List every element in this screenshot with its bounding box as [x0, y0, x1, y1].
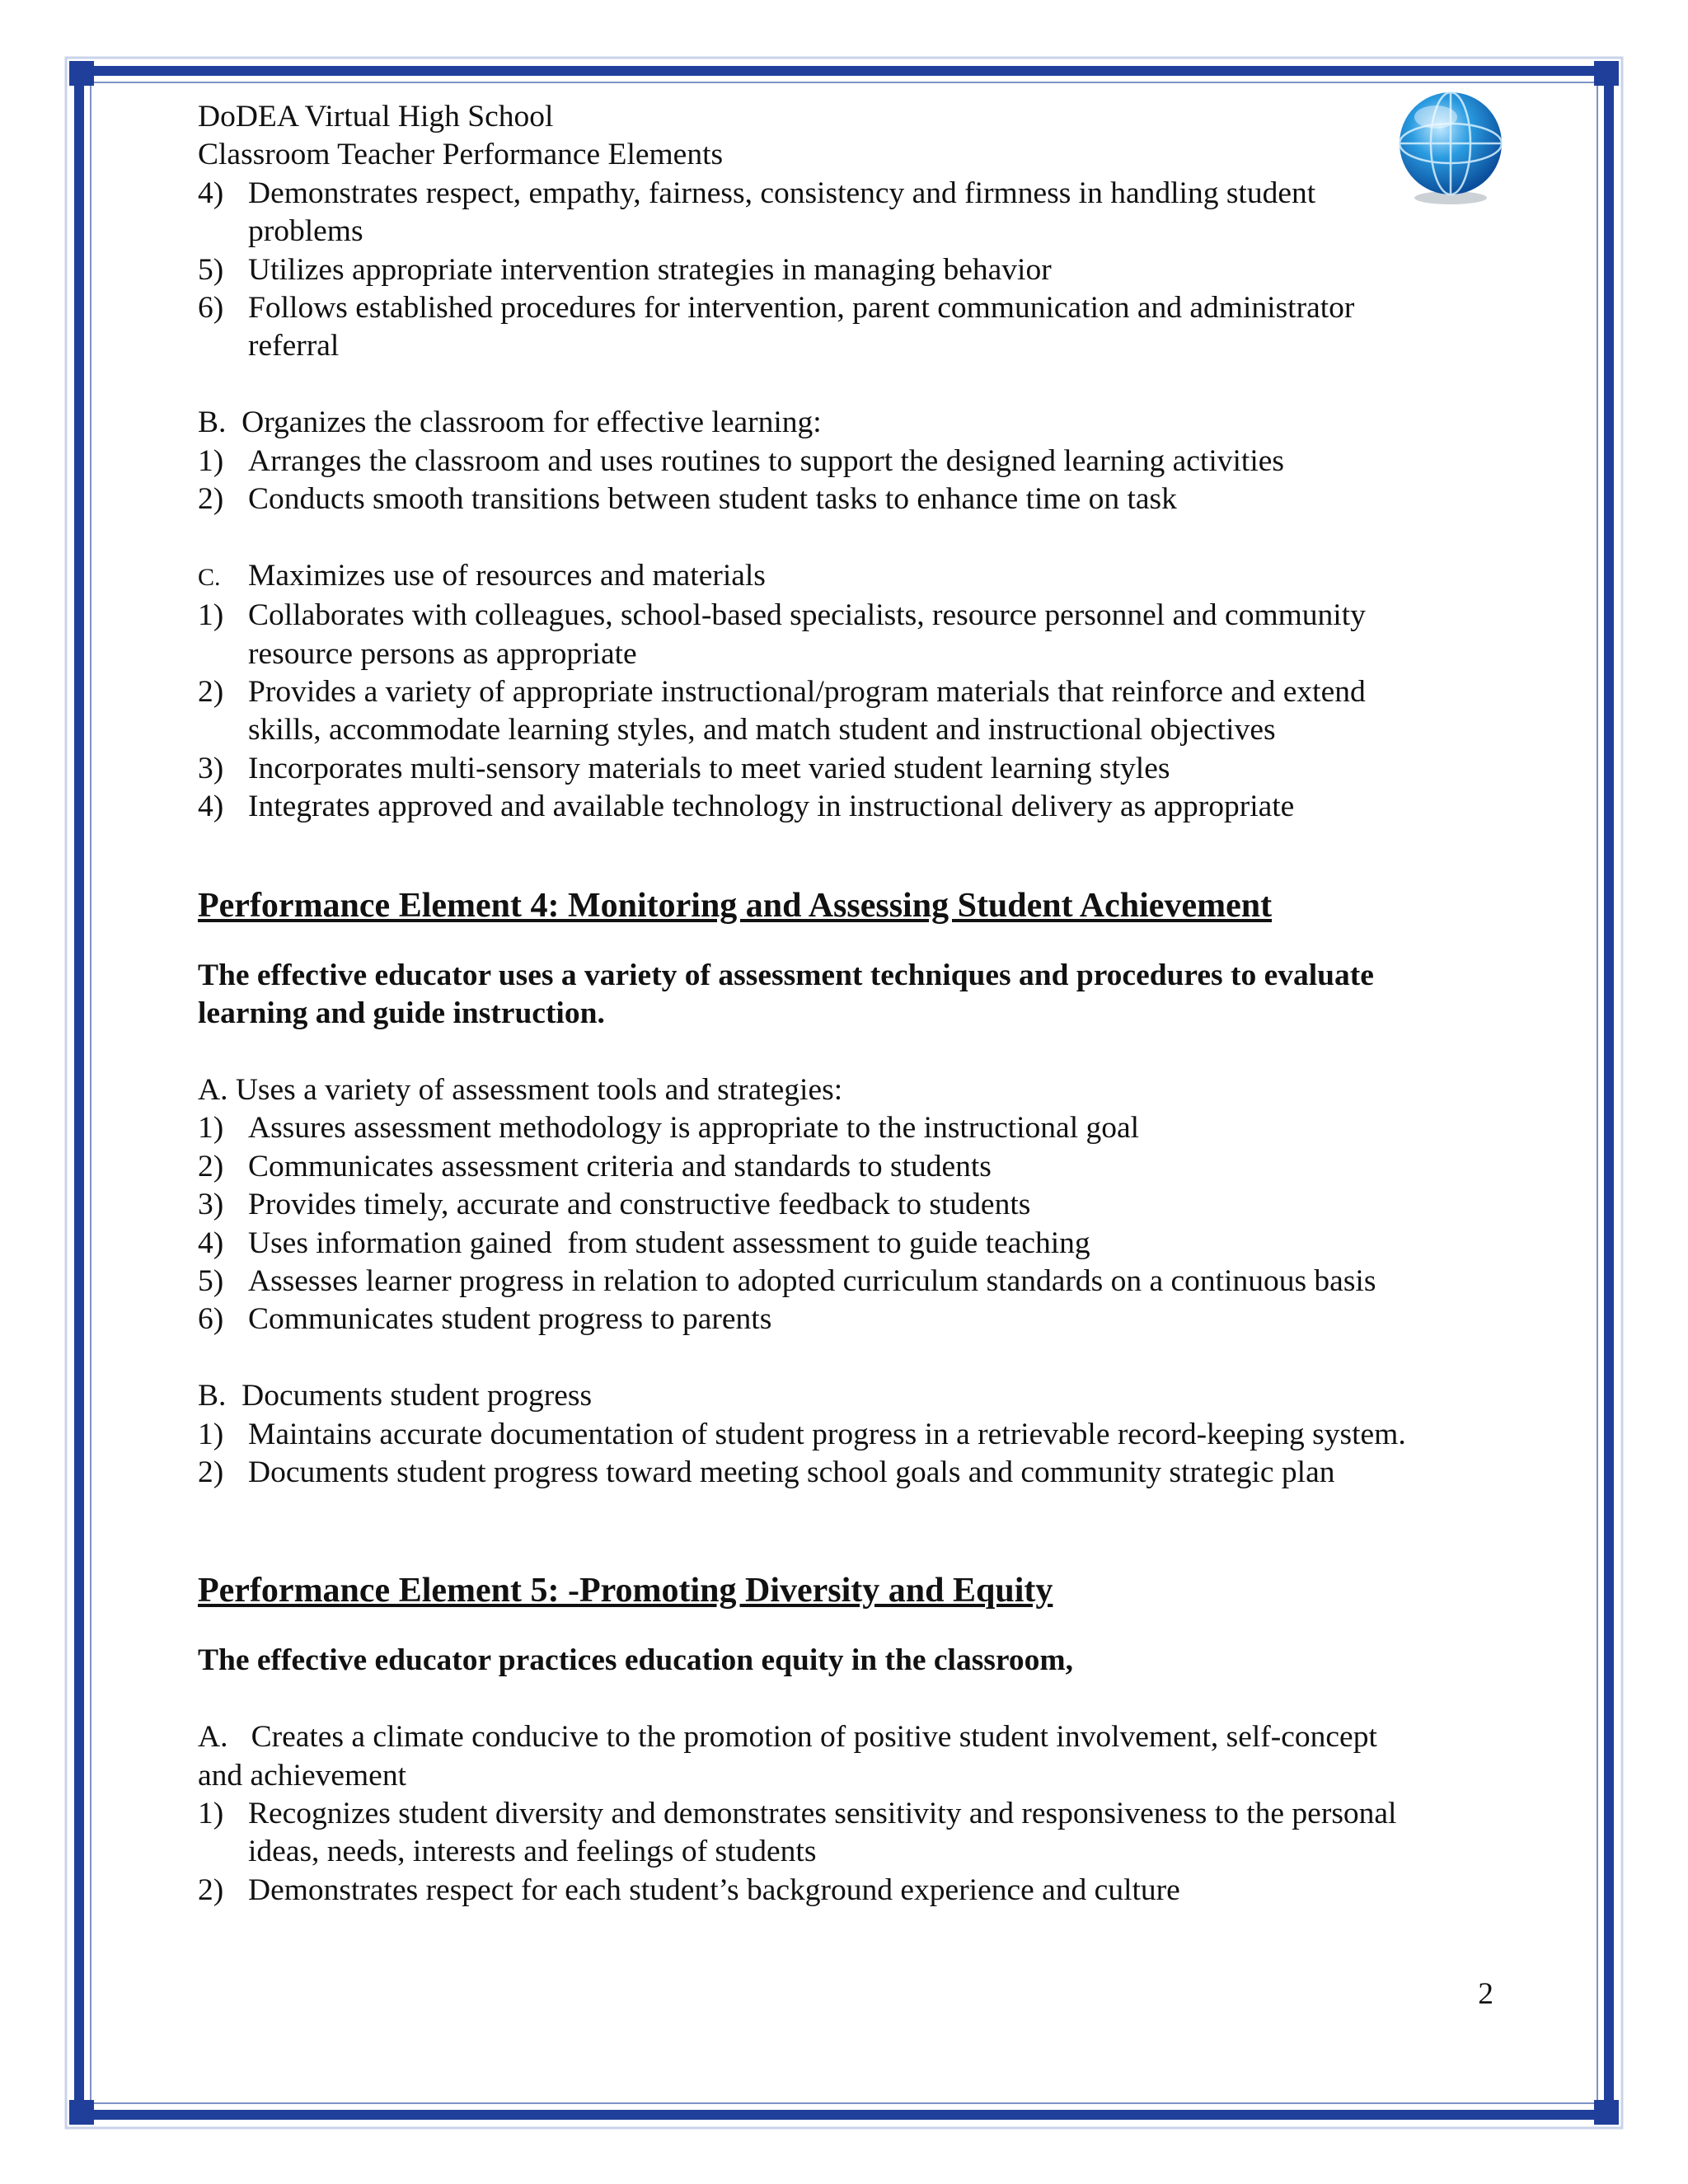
section-b-title: B. Organizes the classroom for effective learning:	[198, 405, 822, 440]
page-number: 2	[1478, 1977, 1493, 2011]
list-item: 5) Assesses learner progress in relation to adopted curriculum standards on a continuous basis	[198, 1263, 1376, 1298]
element4-section-a-title: A. Uses a variety of assessment tools and strategies:	[198, 1072, 843, 1107]
header-subtitle: Classroom Teacher Performance Elements	[198, 138, 724, 172]
element5-section-a-title: A. Creates a climate conducive to the promotion of positive student involvement, self-concept and achievement	[198, 1720, 1377, 1793]
list-item: 2) Communicates assessment criteria and standards to students	[198, 1149, 992, 1183]
list-item: 1) Maintains accurate documentation of student progress in a retrievable record-keeping system.	[198, 1417, 1406, 1451]
list-item: 1) Collaborates with colleagues, school-based specialists, resource personnel and community resource persons as appropriate	[198, 598, 1366, 671]
list-item: 4) Uses information gained from student assessment to guide teaching	[198, 1226, 1090, 1260]
list-item: 1) Arranges the classroom and uses routines to support the designed learning activities	[198, 443, 1284, 478]
element4-lead: The effective educator uses a variety of assessment techniques and procedures to evaluate learning and guide instruction.	[198, 958, 1374, 1031]
element4-section-b-title: B. Documents student progress	[198, 1379, 593, 1413]
list-item: 6) Follows established procedures for intervention, parent communication and administrator referral	[198, 291, 1355, 363]
element5-heading: Performance Element 5: -Promoting Diversity and Equity	[198, 1572, 1053, 1610]
list-item: 3) Incorporates multi-sensory materials to meet varied student learning styles	[198, 751, 1170, 785]
element4-heading: Performance Element 4: Monitoring and Assessing Student Achievement	[198, 886, 1273, 925]
list-item: 4) Integrates approved and available technology in instructional delivery as appropriate	[198, 790, 1295, 824]
list-item: 2) Provides a variety of appropriate instructional/program materials that reinforce and extend skills, accommodate learning styles, and match student and instructional objectives	[198, 675, 1366, 748]
list-item: 5) Utilizes appropriate intervention strategies in managing behavior	[198, 252, 1052, 287]
list-item: 3) Provides timely, accurate and constructive feedback to students	[198, 1188, 1031, 1222]
page-content	[198, 98, 1508, 1910]
list-item: 4) Demonstrates respect, empathy, fairness, consistency and firmness in handling student problems	[198, 176, 1316, 249]
list-item: 1) Recognizes student diversity and demonstrates sensitivity and responsiveness to the personal ideas, needs, interests and feelings of students	[198, 1796, 1397, 1869]
element5-lead: The effective educator practices education equity in the classroom,	[198, 1643, 1073, 1678]
continued-list	[198, 175, 1508, 366]
list-item: 2) Conducts smooth transitions between student tasks to enhance time on task	[198, 482, 1177, 517]
list-item: 1) Assures assessment methodology is appropriate to the instructional goal	[198, 1111, 1140, 1146]
list-item: 6) Communicates student progress to parents	[198, 1302, 772, 1337]
list-item: 2) Demonstrates respect for each student’s background experience and culture	[198, 1872, 1180, 1907]
header-school: DoDEA Virtual High School	[198, 100, 554, 134]
list-item: 2) Documents student progress toward meeting school goals and community strategic plan	[198, 1455, 1335, 1489]
section-c-title: C. Maximizes use of resources and materials	[198, 558, 766, 593]
